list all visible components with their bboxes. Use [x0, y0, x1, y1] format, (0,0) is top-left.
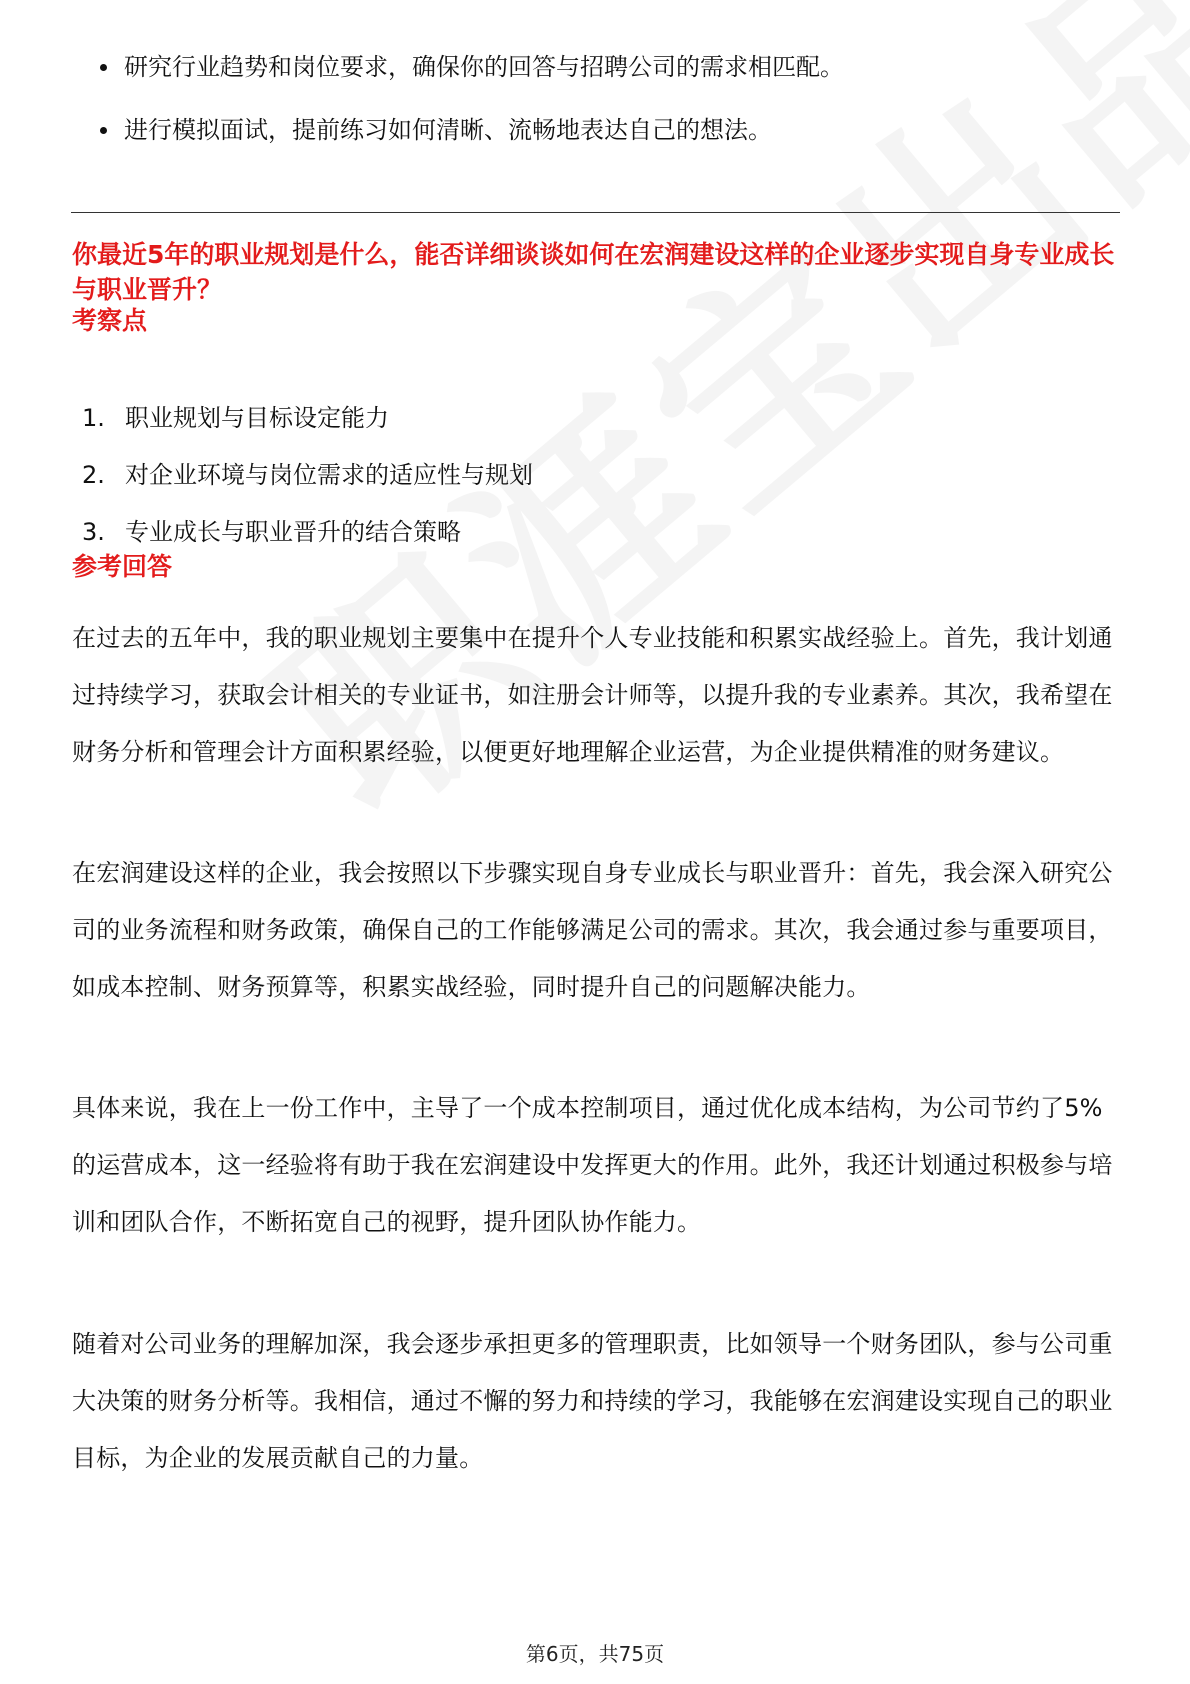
- point-number: 1.: [82, 404, 105, 432]
- list-item: [100, 115, 1100, 145]
- point-text: 职业规划与目标设定能力: [125, 404, 389, 432]
- point-number: 3.: [82, 518, 105, 546]
- answer-section-title: 参考回答: [72, 552, 173, 581]
- list-item: [82, 517, 533, 547]
- answer-paragraph: 在宏润建设这样的企业，我会按照以下步骤实现自身专业成长与职业晋升：首先，我会深入研究公司的业务流程和财务政策，确保自己的工作能够满足公司的需求。其次，我会通过参与重要项目，如成本控制、财务预算等，积累实战经验，同时提升自己的问题解决能力。: [72, 859, 1113, 1001]
- bullet-text: 进行模拟面试，提前练习如何清晰、流畅地表达自己的想法。: [124, 116, 772, 144]
- answer-paragraph: 在过去的五年中，我的职业规划主要集中在提升个人专业技能和积累实战经验上。首先，我计划通过持续学习，获取会计相关的专业证书，如注册会计师等，以提升我的专业素养。其次，我希望在财务分析和管理会计方面积累经验，以便更好地理解企业运营，为企业提供精准的财务建议。: [72, 624, 1113, 766]
- question-heading: 你最近5年的职业规划是什么，能否详细谈谈如何在宏润建设这样的企业逐步实现自身专业成长与职业晋升？: [72, 240, 1115, 304]
- point-text: 专业成长与职业晋升的结合策略: [125, 518, 461, 546]
- list-item: [82, 460, 533, 490]
- bullet-text: 研究行业趋势和岗位要求，确保你的回答与招聘公司的需求相匹配。: [124, 53, 844, 81]
- page-number: 第6页，共75页: [525, 1642, 665, 1666]
- point-number: 2.: [82, 461, 105, 489]
- list-item: [100, 52, 1100, 82]
- bullet-dot-icon: [100, 64, 107, 71]
- points-section-title: 考察点: [72, 306, 148, 335]
- bullet-dot-icon: [100, 127, 107, 134]
- point-text: 对企业环境与岗位需求的适应性与规划: [125, 461, 533, 489]
- tips-bullet-list: [100, 52, 1100, 178]
- answer-paragraph: 具体来说，我在上一份工作中，主导了一个成本控制项目，通过优化成本结构，为公司节约了5%的运营成本，这一经验将有助于我在宏润建设中发挥更大的作用。此外，我还计划通过积极参与培训和团队合作，不断拓宽自己的视野，提升团队协作能力。: [72, 1094, 1113, 1236]
- list-item: [82, 403, 533, 433]
- assessment-points-list: [82, 403, 533, 574]
- answer-paragraph: 随着对公司业务的理解加深，我会逐步承担更多的管理职责，比如领导一个财务团队，参与公司重大决策的财务分析等。我相信，通过不懈的努力和持续的学习，我能够在宏润建设实现自己的职业目标，为企业的发展贡献自己的力量。: [72, 1330, 1113, 1472]
- section-divider: [71, 212, 1120, 213]
